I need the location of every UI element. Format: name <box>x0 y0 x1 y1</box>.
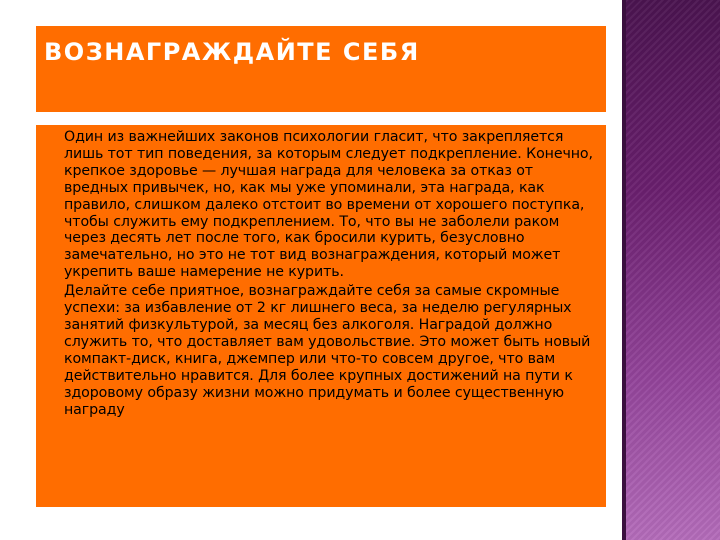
content-text <box>64 129 600 420</box>
decorative-side-panel <box>626 0 720 540</box>
paragraph-2: Делайте себе приятное, вознаграждайте себя за самые скромные успехи: за избавление от 2 кг лишнего веса, за неделю регулярных занятий физкультурой, за месяц без алкоголя. Наградой должно служить то, что доставляет вам удовольствие. Это может быть новый компакт-диск, книга, джемпер или что-то совсем другое, что вам действительно нравится. Для более крупных достижений на пути к здоровому образу жизни можно придумать и более существенную награду <box>64 283 591 418</box>
paragraph-1: Один из важнейших законов психологии гласит, что закрепляется лишь тот тип поведения, за которым следует подкрепление. Конечно, крепкое здоровье — лучшая награда для человека за отказ от вредных привычек, но, как мы уже упоминали, эта награда, как правило, слишком далеко отстоит во времени от хорошего поступка, чтобы служить ему подкреплением. То, что вы не заболели раком через десять лет после того, как бросили курить, безусловно замечательно, но это не тот вид вознаграждения, который может укрепить ваше намерение не курить. <box>64 129 593 281</box>
slide-title: ВОЗНАГРАЖДАЙТЕ СЕБЯ <box>44 38 420 66</box>
title-box <box>36 26 606 114</box>
content-box <box>36 125 606 507</box>
